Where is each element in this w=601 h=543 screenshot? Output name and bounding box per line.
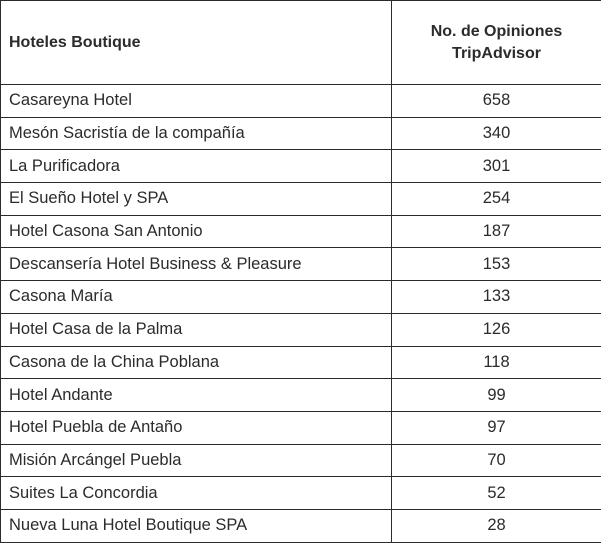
table-row [1, 411, 601, 444]
hotel-name-cell: Descansería Hotel Business & Pleasure [1, 248, 392, 281]
review-count-cell: 99 [392, 379, 601, 412]
review-count-cell: 133 [392, 281, 601, 314]
table-row [1, 313, 601, 346]
review-count-cell: 187 [392, 215, 601, 248]
table-row [1, 346, 601, 379]
hotel-name-cell: Misión Arcángel Puebla [1, 444, 392, 477]
table-row [1, 379, 601, 412]
review-count-cell: 97 [392, 411, 601, 444]
review-count-cell: 340 [392, 117, 601, 150]
review-count-cell: 126 [392, 313, 601, 346]
review-count-cell: 153 [392, 248, 601, 281]
hotel-name-cell: Mesón Sacristía de la compañía [1, 117, 392, 150]
header-row [1, 1, 601, 85]
review-count-cell: 254 [392, 183, 601, 216]
hotel-name-cell: La Purificadora [1, 150, 392, 183]
table-row [1, 117, 601, 150]
table-row [1, 444, 601, 477]
table-row [1, 248, 601, 281]
table-row [1, 509, 601, 542]
hotel-name-cell: Hotel Andante [1, 379, 392, 412]
header-review-count [392, 1, 601, 85]
table-row [1, 215, 601, 248]
review-count-cell: 301 [392, 150, 601, 183]
review-count-cell: 28 [392, 509, 601, 542]
hotel-name-cell: Suites La Concordia [1, 477, 392, 510]
table-row [1, 150, 601, 183]
table-row [1, 477, 601, 510]
table-row [1, 183, 601, 216]
review-count-cell: 70 [392, 444, 601, 477]
table-row [1, 281, 601, 314]
header-review-count-line2: TripAdvisor [452, 45, 541, 62]
hotel-name-cell: Casona María [1, 281, 392, 314]
review-count-cell: 52 [392, 477, 601, 510]
table-row [1, 85, 601, 118]
hotel-name-cell: Nueva Luna Hotel Boutique SPA [1, 509, 392, 542]
review-count-cell: 118 [392, 346, 601, 379]
header-hotel-name: Hoteles Boutique [1, 1, 392, 85]
table-body [1, 85, 601, 543]
review-count-cell: 658 [392, 85, 601, 118]
hotel-name-cell: Hotel Puebla de Antaño [1, 411, 392, 444]
hotel-name-cell: El Sueño Hotel y SPA [1, 183, 392, 216]
hotel-name-cell: Casareyna Hotel [1, 85, 392, 118]
header-review-count-line1: No. de Opiniones [431, 23, 563, 40]
hotel-name-cell: Casona de la China Poblana [1, 346, 392, 379]
hotel-name-cell: Hotel Casona San Antonio [1, 215, 392, 248]
hotel-name-cell: Hotel Casa de la Palma [1, 313, 392, 346]
